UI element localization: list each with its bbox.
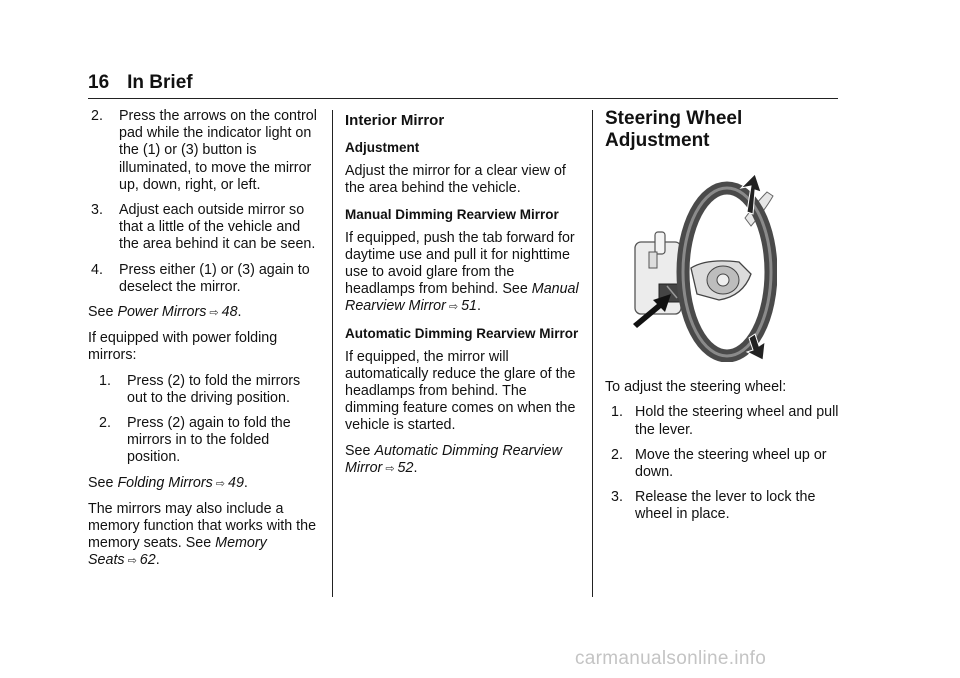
page-ref-arrow-icon: ⇨ bbox=[448, 301, 459, 314]
list-item: 2. Press (2) again to fold the mirrors in to the folded position. bbox=[99, 415, 291, 466]
list-item: 2. Move the steering wheel up or down. bbox=[611, 446, 827, 481]
folding-mirrors-link[interactable]: Folding Mirrors ⇨ 49 bbox=[117, 474, 244, 491]
page-header bbox=[88, 72, 193, 94]
column-2 bbox=[345, 108, 580, 486]
steering-intro: To adjust the steering wheel: bbox=[605, 379, 787, 396]
adjustment-heading: Adjustment bbox=[345, 140, 420, 156]
manual-dimming-heading: Manual Dimming Rearview Mirror bbox=[345, 206, 559, 222]
steering-wheel-illustration bbox=[627, 172, 777, 362]
steering-wheel-heading: Steering Wheel Adjustment bbox=[605, 108, 743, 151]
folding-intro: If equipped with power folding mirrors: bbox=[88, 330, 278, 364]
list-item: 1. Hold the steering wheel and pull the lever. bbox=[611, 404, 839, 438]
list-item: 3. Adjust each outside mirror so that a little of the vehicle and the area behind it can be seen. bbox=[91, 202, 316, 253]
auto-dimming-mirror-link[interactable]: Automatic Dimming Rearview Mirror ⇨ 52 bbox=[345, 442, 562, 476]
auto-dimming-text: If equipped, the mirror will automatically reduce the glare of the headlamps from behind. The dimming feature comes on when the vehicle is started. bbox=[345, 348, 576, 434]
column-divider bbox=[592, 110, 593, 597]
interior-mirror-heading: Interior Mirror bbox=[345, 112, 445, 129]
list-item: 1. Press (2) to fold the mirrors out to the driving position. bbox=[99, 372, 301, 406]
auto-dimming-heading: Automatic Dimming Rearview Mirror bbox=[345, 325, 579, 341]
column-1 bbox=[88, 108, 322, 579]
see-folding-mirrors: See Folding Mirrors ⇨ 49. bbox=[88, 474, 248, 491]
see-power-mirrors: See Power Mirrors ⇨ 48. bbox=[88, 304, 242, 321]
page-ref-arrow-icon: ⇨ bbox=[209, 307, 219, 320]
page-number: 16 bbox=[88, 72, 110, 93]
list-item: 2. Press the arrows on the control pad while the indicator light on the (1) or (3) button is illuminated, to move the mirror up, down, right, or left. bbox=[91, 108, 317, 193]
power-mirrors-link[interactable]: Power Mirrors ⇨ 48 bbox=[117, 304, 238, 321]
steering-hub-icon bbox=[691, 261, 751, 300]
see-auto-dimming: See Automatic Dimming Rearview Mirror ⇨ 52. bbox=[345, 442, 562, 476]
section-title: In Brief bbox=[127, 72, 193, 93]
manual-dimming-text: If equipped, push the tab forward for daytime use and pull it for nighttime use to avoid glare from the headlamps from behind. See Manual Rearview Mirror ⇨ 51. bbox=[345, 229, 579, 315]
list-item: 4. Press either (1) or (3) again to deselect the mirror. bbox=[91, 261, 310, 295]
page-ref-arrow-icon: ⇨ bbox=[127, 555, 137, 568]
memory-paragraph: The mirrors may also include a memory function that works with the memory seats. See Memory Seats ⇨ 62. bbox=[88, 500, 317, 569]
list-item: 3. Release the lever to lock the wheel in place. bbox=[611, 489, 816, 523]
column-divider bbox=[332, 110, 333, 597]
memory-seats-link[interactable]: Memory Seats ⇨ 62 bbox=[88, 535, 267, 569]
column-3 bbox=[605, 108, 840, 532]
manual-rearview-mirror-link[interactable]: Manual Rearview Mirror ⇨ 51 bbox=[345, 281, 579, 315]
watermark: carmanualsonline.info bbox=[575, 648, 767, 669]
header-rule bbox=[88, 98, 838, 99]
adjustment-text: Adjust the mirror for a clear view of the area behind the vehicle. bbox=[345, 163, 566, 197]
page-ref-arrow-icon: ⇨ bbox=[385, 462, 395, 475]
page-ref-arrow-icon: ⇨ bbox=[215, 477, 225, 490]
